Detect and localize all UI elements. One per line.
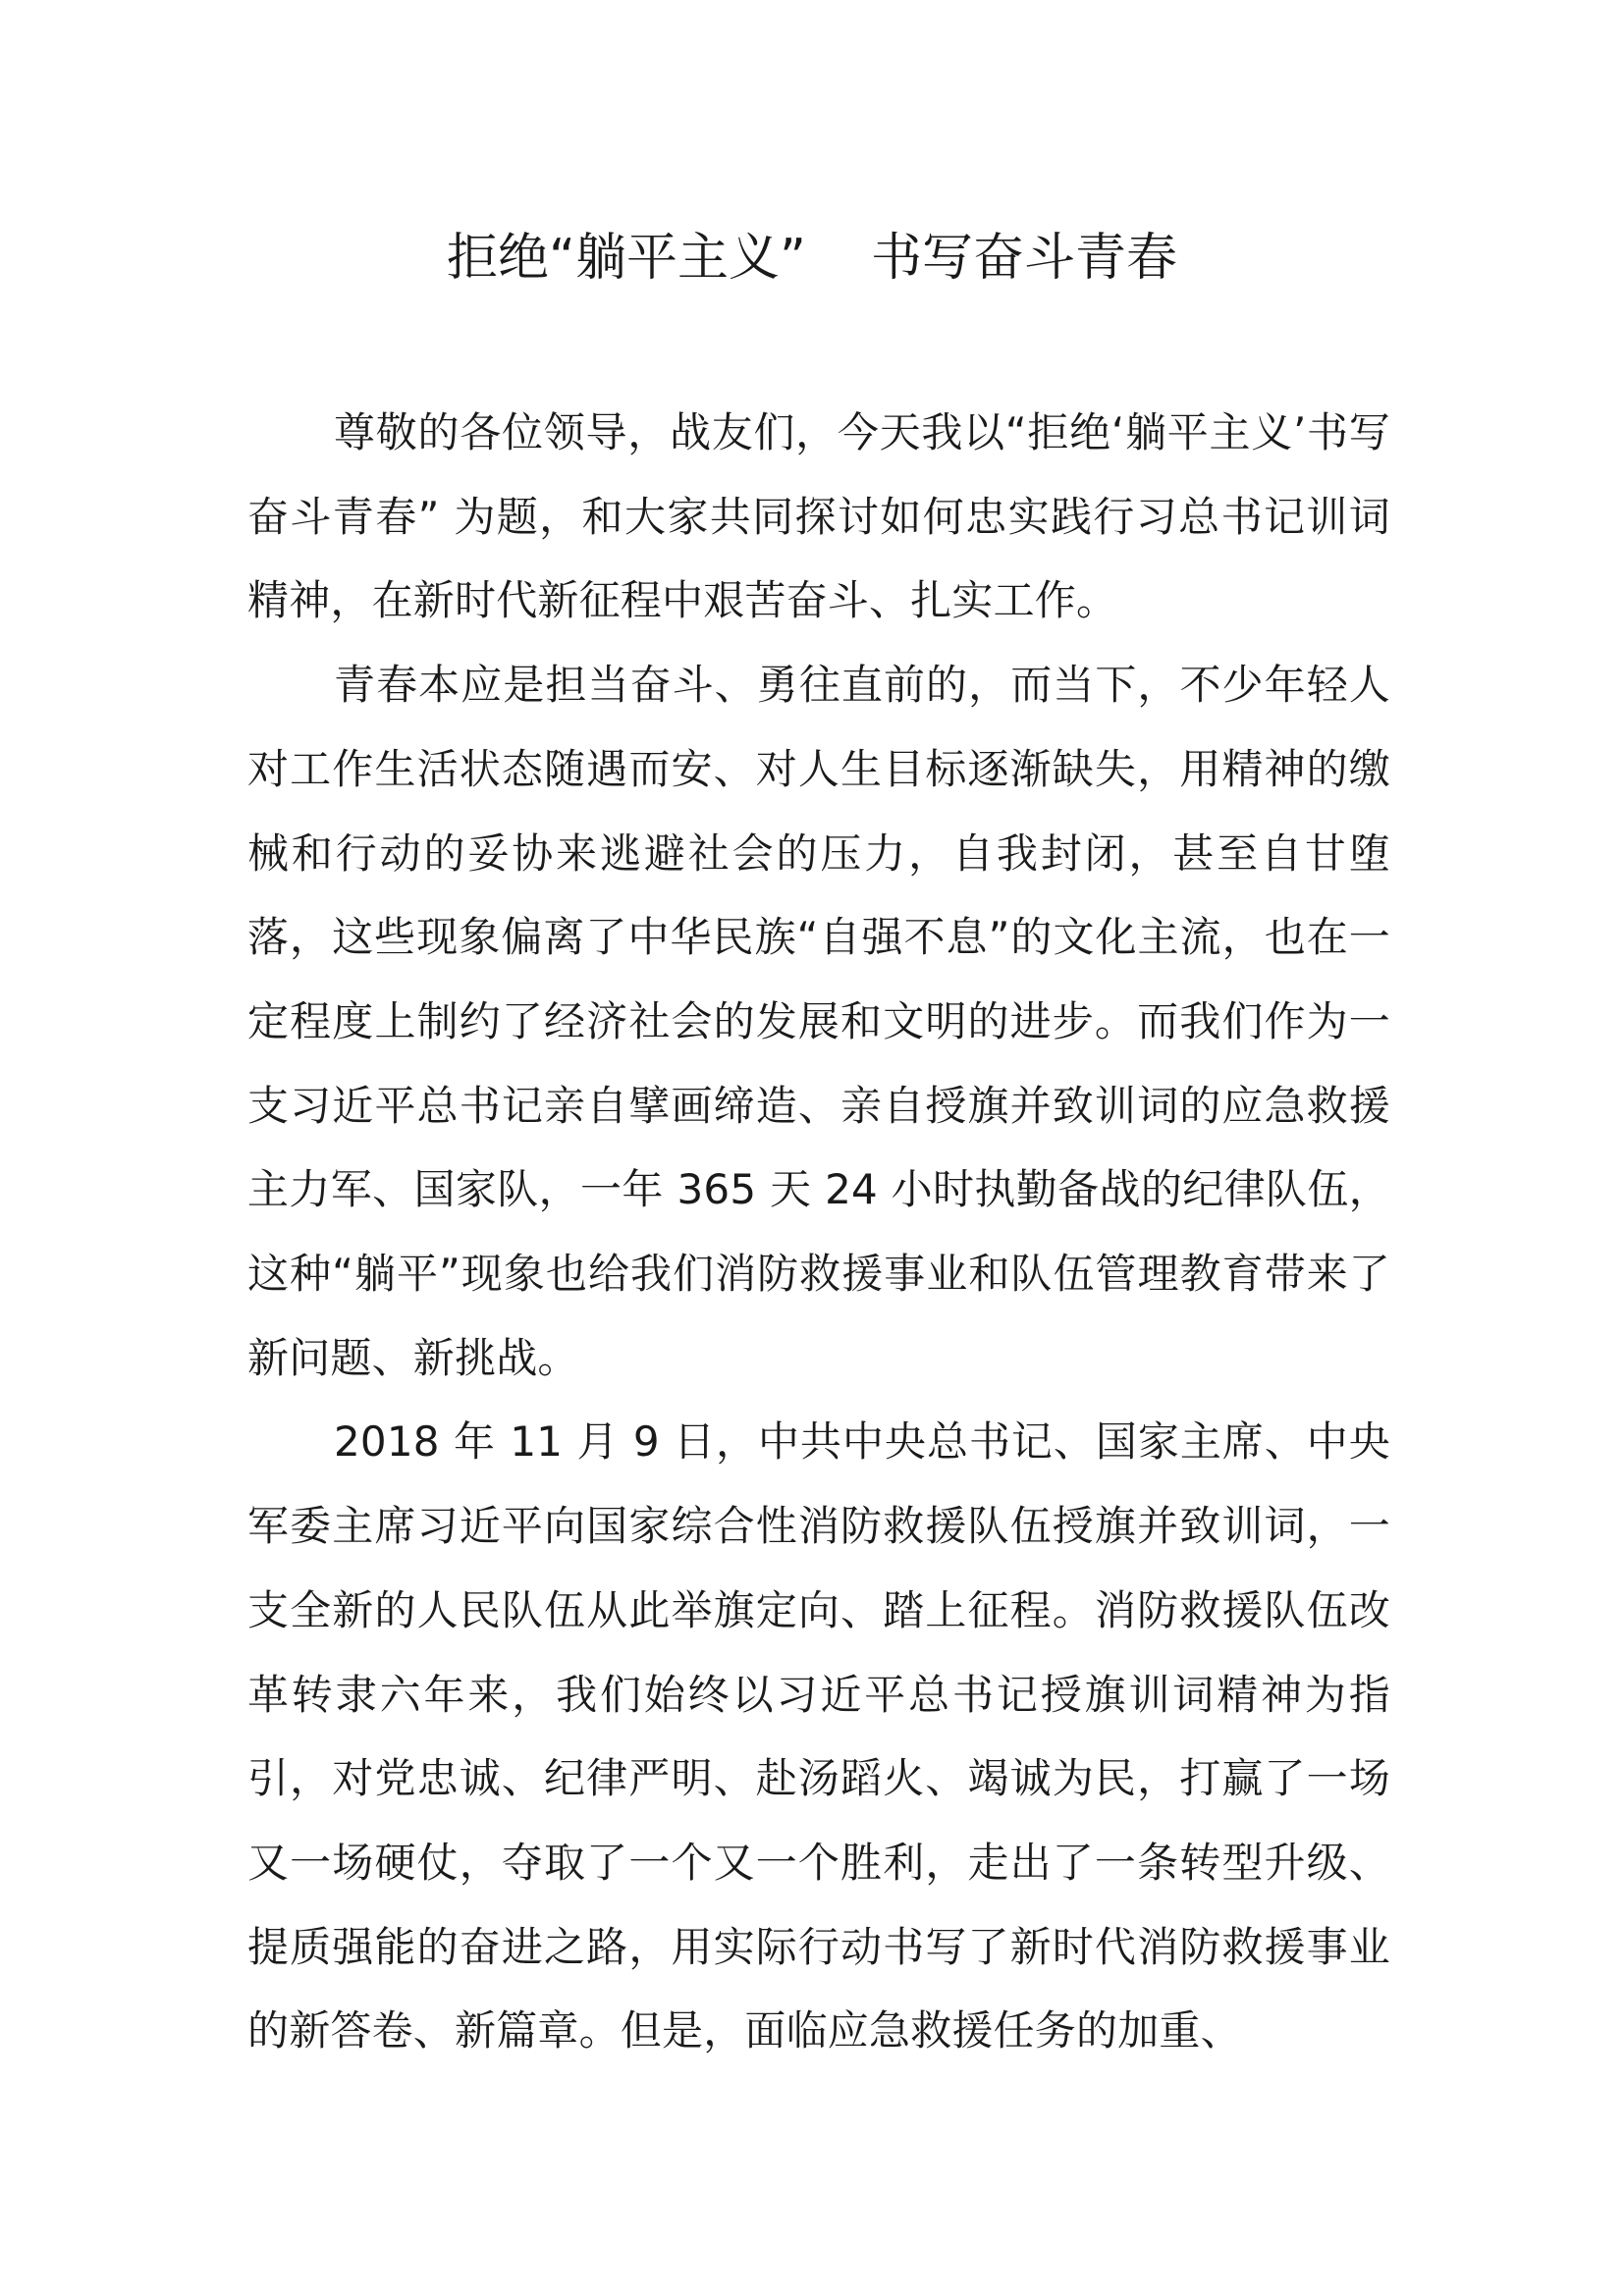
paragraph-2: 青春本应是担当奋斗、勇往直前的，而当下，不少年轻人对工作生活状态随遇而安、对人生目标逐渐缺失，用精神的缴械和行动的妥协来逃避社会的压力，自我封闭，甚至自甘堕落，这些现象偏离了中华民族“自强不息”的文化主流，也在一定程度上制约了经济社会的发展和文明的进步。而我们作为一支习近平总书记亲自擘画缔造、亲自授旗并致训词的应急救援主力军、国家队，一年 365 天 24 小时执勤备战的纪律队伍，这种“躺平”现象也给我们消防救援事业和队伍管理教育带来了新问题、新挑战。: [247, 661, 1390, 1382]
paragraph-1: 尊敬的各位领导，战友们，今天我以“拒绝‘躺平主义’书写奋斗青春” 为题，和大家共同探讨如何忠实践行习总书记训词精神，在新时代新征程中艰苦奋斗、扎实工作。: [247, 408, 1390, 625]
document-body: [247, 391, 1390, 2073]
document-title: 拒绝“躺平主义” 书写奋斗青春: [447, 229, 1177, 288]
paragraph-3: 2018 年 11 月 9 日，中共中央总书记、国家主席、中央军委主席习近平向国家综合性消防救援队伍授旗并致训词，一支全新的人民队伍从此举旗定向、踏上征程。消防救援队伍改革转隶六年来，我们始终以习近平总书记授旗训词精神为指引，对党忠诚、纪律严明、赴汤蹈火、竭诚为民，打赢了一场又一场硬仗，夺取了一个又一个胜利，走出了一条转型升级、提质强能的奋进之路，用实际行动书写了新时代消防救援事业的新答卷、新篇章。但是，面临应急救援任务的加重、: [247, 1417, 1390, 2056]
